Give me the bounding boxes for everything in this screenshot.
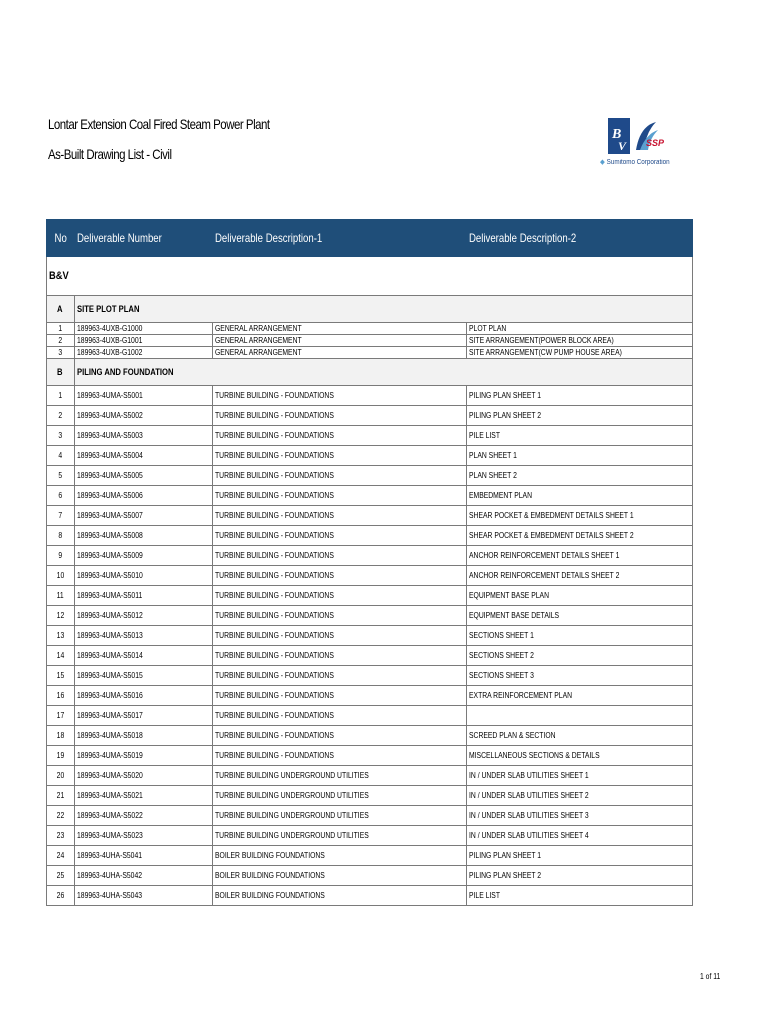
column-header-description-2: Deliverable Description-2 [467,220,693,257]
table-row [47,726,693,746]
cell-description-2: SECTIONS SHEET 3 [467,666,693,686]
table-row [47,426,693,446]
table-row [47,746,693,766]
cell-deliverable-number: 189963-4UXB-G1001 [75,335,213,347]
cell-no: 6 [47,486,75,506]
cell-no: 11 [47,586,75,606]
cell-no: 15 [47,666,75,686]
cell-description-1: TURBINE BUILDING - FOUNDATIONS [213,686,467,706]
cell-no: 9 [47,546,75,566]
cell-description-1: TURBINE BUILDING - FOUNDATIONS [213,446,467,466]
cell-description-2: PILING PLAN SHEET 1 [467,386,693,406]
cell-description-2: PLAN SHEET 1 [467,446,693,466]
cell-deliverable-number: 189963-4UXB-G1000 [75,323,213,335]
cell-no: 2 [47,406,75,426]
table-row [47,706,693,726]
section-letter: B [47,359,75,386]
cell-description-2: SECTIONS SHEET 1 [467,626,693,646]
cell-no: 14 [47,646,75,666]
cell-no: 2 [47,335,75,347]
drawing-list-table [46,219,693,906]
cell-description-2: SHEAR POCKET & EMBEDMENT DETAILS SHEET 1 [467,506,693,526]
cell-no: 17 [47,706,75,726]
table-row [47,866,693,886]
cell-description-2: EXTRA REINFORCEMENT PLAN [467,686,693,706]
table-row [47,766,693,786]
cell-deliverable-number: 189963-4UMA-S5014 [75,646,213,666]
cell-no: 7 [47,506,75,526]
cell-description-1: BOILER BUILDING FOUNDATIONS [213,886,467,906]
cell-deliverable-number: 189963-4UHA-S5043 [75,886,213,906]
cell-description-1: TURBINE BUILDING - FOUNDATIONS [213,566,467,586]
cell-deliverable-number: 189963-4UMA-S5009 [75,546,213,566]
table-row [47,626,693,646]
cell-no: 26 [47,886,75,906]
cell-description-2: IN / UNDER SLAB UTILITIES SHEET 4 [467,826,693,846]
cell-description-1: TURBINE BUILDING UNDERGROUND UTILITIES [213,766,467,786]
cell-deliverable-number: 189963-4UMA-S5013 [75,626,213,646]
cell-deliverable-number: 189963-4UMA-S5008 [75,526,213,546]
cell-no: 22 [47,806,75,826]
cell-deliverable-number: 189963-4UMA-S5023 [75,826,213,846]
cell-deliverable-number: 189963-4UHA-S5042 [75,866,213,886]
cell-deliverable-number: 189963-4UMA-S5007 [75,506,213,526]
table-row [47,566,693,586]
cell-no: 23 [47,826,75,846]
table-row [47,466,693,486]
cell-deliverable-number: 189963-4UMA-S5012 [75,606,213,626]
table-row [47,586,693,606]
cell-description-2: EQUIPMENT BASE DETAILS [467,606,693,626]
logo-mark-text: SSP [646,138,665,148]
table-row [47,606,693,626]
cell-description-2: PLOT PLAN [467,323,693,335]
cell-description-1: TURBINE BUILDING - FOUNDATIONS [213,526,467,546]
cell-description-1: TURBINE BUILDING - FOUNDATIONS [213,466,467,486]
table-row [47,347,693,359]
cell-description-1: TURBINE BUILDING - FOUNDATIONS [213,666,467,686]
cell-description-2: ANCHOR REINFORCEMENT DETAILS SHEET 1 [467,546,693,566]
table-row [47,646,693,666]
table-row [47,486,693,506]
section-title: PILING AND FOUNDATION [75,359,693,386]
cell-description-2: MISCELLANEOUS SECTIONS & DETAILS [467,746,693,766]
cell-description-1: TURBINE BUILDING - FOUNDATIONS [213,386,467,406]
table-row [47,786,693,806]
logo-caption: ◆ Sumitomo Corporation [600,159,670,166]
column-header-no: No [47,220,75,257]
cell-no: 18 [47,726,75,746]
cell-deliverable-number: 189963-4UMA-S5001 [75,386,213,406]
cell-no: 5 [47,466,75,486]
cell-description-2: SITE ARRANGEMENT(CW PUMP HOUSE AREA) [467,347,693,359]
cell-description-1: TURBINE BUILDING - FOUNDATIONS [213,406,467,426]
table-row [47,686,693,706]
cell-description-1: TURBINE BUILDING - FOUNDATIONS [213,546,467,566]
cell-deliverable-number: 189963-4UMA-S5022 [75,806,213,826]
cell-deliverable-number: 189963-4UMA-S5020 [75,766,213,786]
cell-deliverable-number: 189963-4UMA-S5002 [75,406,213,426]
table-row [47,826,693,846]
cell-description-1: TURBINE BUILDING - FOUNDATIONS [213,646,467,666]
cell-no: 25 [47,866,75,886]
table-row [47,886,693,906]
table-row [47,323,693,335]
cell-description-1: TURBINE BUILDING - FOUNDATIONS [213,486,467,506]
column-header-deliverable-number: Deliverable Number [75,220,213,257]
cell-description-1: TURBINE BUILDING - FOUNDATIONS [213,426,467,446]
cell-no: 19 [47,746,75,766]
document-subtitle: As-Built Drawing List - Civil [48,146,172,162]
table-row [47,335,693,347]
svg-text:V: V [618,139,627,153]
cell-description-1: TURBINE BUILDING - FOUNDATIONS [213,746,467,766]
document-title: Lontar Extension Coal Fired Steam Power Plant [48,116,270,132]
cell-description-2: IN / UNDER SLAB UTILITIES SHEET 3 [467,806,693,826]
cell-description-2: SHEAR POCKET & EMBEDMENT DETAILS SHEET 2 [467,526,693,546]
page-number: 1 of 11 [700,972,721,981]
cell-description-2: PILING PLAN SHEET 2 [467,866,693,886]
cell-no: 3 [47,426,75,446]
cell-no: 21 [47,786,75,806]
cell-deliverable-number: 189963-4UMA-S5003 [75,426,213,446]
cell-description-1: TURBINE BUILDING - FOUNDATIONS [213,606,467,626]
cell-description-1: GENERAL ARRANGEMENT [213,335,467,347]
cell-deliverable-number: 189963-4UMA-S5011 [75,586,213,606]
cell-description-1: TURBINE BUILDING - FOUNDATIONS [213,626,467,646]
cell-description-1: GENERAL ARRANGEMENT [213,323,467,335]
cell-description-1: GENERAL ARRANGEMENT [213,347,467,359]
cell-deliverable-number: 189963-4UMA-S5006 [75,486,213,506]
cell-no: 8 [47,526,75,546]
cell-no: 3 [47,347,75,359]
group-label: B&V [47,257,693,296]
cell-deliverable-number: 189963-4UMA-S5015 [75,666,213,686]
cell-deliverable-number: 189963-4UMA-S5016 [75,686,213,706]
cell-deliverable-number: 189963-4UHA-S5041 [75,846,213,866]
cell-description-1: TURBINE BUILDING - FOUNDATIONS [213,506,467,526]
table-row [47,386,693,406]
cell-description-2: SECTIONS SHEET 2 [467,646,693,666]
cell-no: 16 [47,686,75,706]
cell-no: 20 [47,766,75,786]
cell-description-2: PLAN SHEET 2 [467,466,693,486]
cell-description-2 [467,706,693,726]
cell-deliverable-number: 189963-4UMA-S5017 [75,706,213,726]
table-row [47,846,693,866]
cell-description-1: TURBINE BUILDING UNDERGROUND UTILITIES [213,786,467,806]
cell-no: 24 [47,846,75,866]
cell-deliverable-number: 189963-4UXB-G1002 [75,347,213,359]
cell-description-2: SCREED PLAN & SECTION [467,726,693,746]
cell-description-1: BOILER BUILDING FOUNDATIONS [213,846,467,866]
svg-text:B: B [612,127,622,142]
cell-description-2: PILING PLAN SHEET 2 [467,406,693,426]
cell-description-2: EMBEDMENT PLAN [467,486,693,506]
cell-deliverable-number: 189963-4UMA-S5021 [75,786,213,806]
cell-deliverable-number: 189963-4UMA-S5018 [75,726,213,746]
section-title: SITE PLOT PLAN [75,296,693,323]
cell-description-1: TURBINE BUILDING UNDERGROUND UTILITIES [213,826,467,846]
table-row [47,406,693,426]
cell-description-2: IN / UNDER SLAB UTILITIES SHEET 2 [467,786,693,806]
table-row [47,446,693,466]
cell-description-2: SITE ARRANGEMENT(POWER BLOCK AREA) [467,335,693,347]
table-header-row [47,220,693,257]
cell-description-1: TURBINE BUILDING UNDERGROUND UTILITIES [213,806,467,826]
table-row [47,806,693,826]
cell-description-1: TURBINE BUILDING - FOUNDATIONS [213,726,467,746]
cell-deliverable-number: 189963-4UMA-S5004 [75,446,213,466]
cell-deliverable-number: 189963-4UMA-S5005 [75,466,213,486]
cell-no: 1 [47,386,75,406]
cell-description-1: TURBINE BUILDING - FOUNDATIONS [213,586,467,606]
cell-description-2: PILE LIST [467,886,693,906]
cell-description-2: PILE LIST [467,426,693,446]
cell-description-2: ANCHOR REINFORCEMENT DETAILS SHEET 2 [467,566,693,586]
group-row [47,257,693,296]
cell-description-2: IN / UNDER SLAB UTILITIES SHEET 1 [467,766,693,786]
cell-description-2: EQUIPMENT BASE PLAN [467,586,693,606]
section-letter: A [47,296,75,323]
table-row [47,506,693,526]
cell-no: 4 [47,446,75,466]
column-header-description-1: Deliverable Description-1 [213,220,467,257]
cell-description-1: TURBINE BUILDING - FOUNDATIONS [213,706,467,726]
cell-no: 10 [47,566,75,586]
cell-description-1: BOILER BUILDING FOUNDATIONS [213,866,467,886]
cell-deliverable-number: 189963-4UMA-S5019 [75,746,213,766]
table-row [47,666,693,686]
table-row [47,526,693,546]
cell-no: 1 [47,323,75,335]
cell-deliverable-number: 189963-4UMA-S5010 [75,566,213,586]
cell-no: 12 [47,606,75,626]
section-row [47,296,693,323]
table-row [47,546,693,566]
cell-no: 13 [47,626,75,646]
section-row [47,359,693,386]
cell-description-2: PILING PLAN SHEET 1 [467,846,693,866]
